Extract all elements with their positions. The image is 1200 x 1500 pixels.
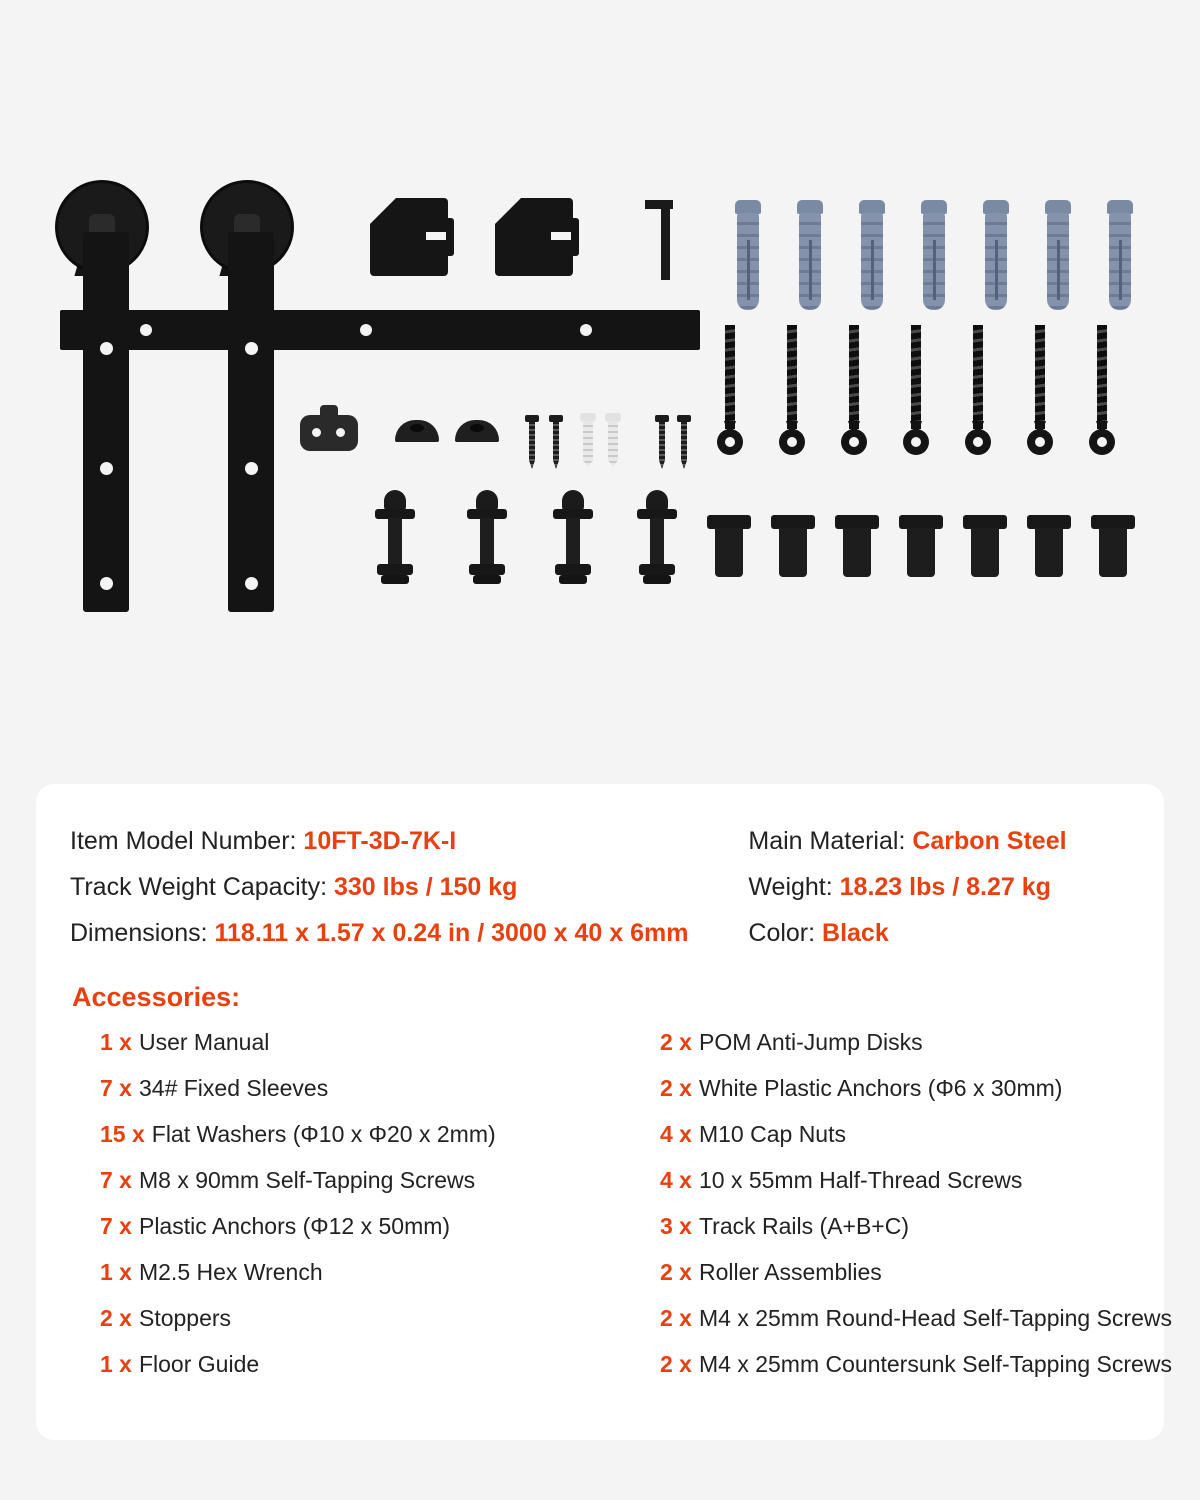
fixed-sleeve: [707, 515, 751, 577]
item-name: White Plastic Anchors (Φ6 x 30mm): [698, 1075, 1063, 1101]
track-rail: [60, 310, 700, 350]
item-name: Plastic Anchors (Φ12 x 50mm): [138, 1213, 451, 1239]
plastic-anchor: [859, 200, 885, 310]
item-name: M8 x 90mm Self-Tapping Screws: [138, 1167, 476, 1193]
fixed-sleeve: [835, 515, 879, 577]
item-name: Floor Guide: [138, 1351, 260, 1377]
anti-jump-disk: [455, 420, 499, 442]
spec-row-model: [70, 818, 748, 864]
spec-label: Track Weight Capacity:: [70, 873, 334, 901]
item-name: User Manual: [138, 1029, 270, 1055]
accessories-heading: Accessories:: [72, 982, 241, 1012]
spec-label: Color:: [748, 919, 823, 947]
spec-value: 330 lbs / 150 kg: [333, 873, 518, 901]
list-item: [630, 1249, 1130, 1295]
stopper: [370, 198, 448, 276]
list-item: [70, 1111, 600, 1157]
spec-row-weight: [748, 864, 1130, 910]
plastic-anchor: [735, 200, 761, 310]
lag-screw: [963, 325, 993, 465]
list-item: [630, 1065, 1130, 1111]
item-name: 10 x 55mm Half-Thread Screws: [698, 1167, 1023, 1193]
list-item: [70, 1341, 600, 1387]
item-qty: 2 x: [660, 1075, 692, 1101]
list-item: [630, 1157, 1130, 1203]
spec-value: 18.23 lbs / 8.27 kg: [839, 873, 1051, 901]
item-name: Roller Assemblies: [698, 1259, 882, 1285]
item-qty: 1 x: [100, 1351, 132, 1377]
accessories-column-right: [600, 1019, 1172, 1387]
spec-column-right: [748, 818, 1130, 956]
lag-screw: [839, 325, 869, 465]
list-item: [630, 1341, 1172, 1387]
item-qty: 2 x: [100, 1305, 132, 1331]
item-qty: 2 x: [660, 1259, 692, 1285]
anti-jump-disk: [395, 420, 439, 442]
parts-layout: [55, 160, 1155, 630]
spec-label: Weight:: [748, 873, 840, 901]
lag-screw: [901, 325, 931, 465]
list-item: [630, 1203, 1130, 1249]
fixed-sleeve: [771, 515, 815, 577]
spec-column-left: [70, 818, 748, 956]
spec-value: Black: [822, 919, 889, 947]
item-qty: 7 x: [100, 1167, 132, 1193]
spec-value: Carbon Steel: [912, 827, 1067, 855]
spec-card: [36, 784, 1172, 1440]
list-item: [630, 1295, 1172, 1341]
item-name: M10 Cap Nuts: [698, 1121, 846, 1147]
lag-screw: [777, 325, 807, 465]
plastic-anchor: [983, 200, 1009, 310]
list-item: [70, 1295, 600, 1341]
item-qty: 2 x: [660, 1305, 692, 1331]
item-name: Stoppers: [138, 1305, 232, 1331]
item-qty: 1 x: [100, 1259, 132, 1285]
item-qty: 7 x: [100, 1213, 132, 1239]
item-name: M4 x 25mm Countersunk Self-Tapping Screws: [698, 1351, 1172, 1377]
spec-row-color: [748, 910, 1130, 956]
list-item: [70, 1157, 600, 1203]
plastic-anchor: [1045, 200, 1071, 310]
item-name: 34# Fixed Sleeves: [138, 1075, 329, 1101]
item-qty: 2 x: [660, 1351, 692, 1377]
lag-screw: [715, 325, 745, 465]
item-name: M4 x 25mm Round-Head Self-Tapping Screws: [698, 1305, 1172, 1331]
item-name: POM Anti-Jump Disks: [698, 1029, 923, 1055]
spec-value: 10FT-3D-7K-I: [303, 827, 457, 855]
accessories-column-left: [70, 1019, 600, 1387]
spec-row-dimensions: [70, 910, 748, 956]
spec-row-capacity: [70, 864, 748, 910]
spec-row-material: [748, 818, 1130, 864]
fixed-sleeve: [963, 515, 1007, 577]
list-item: [630, 1111, 1130, 1157]
plastic-anchor: [797, 200, 823, 310]
item-qty: 4 x: [660, 1121, 692, 1147]
spec-label: Item Model Number:: [70, 827, 304, 855]
lag-screw: [1025, 325, 1055, 465]
item-name: Flat Washers (Φ10 x Φ20 x 2mm): [151, 1121, 496, 1147]
lag-screw: [1087, 325, 1117, 465]
stopper: [495, 198, 573, 276]
list-item: [70, 1203, 600, 1249]
item-qty: 3 x: [660, 1213, 692, 1239]
item-qty: 1 x: [100, 1029, 132, 1055]
list-item: [70, 1065, 600, 1111]
list-item: [630, 1019, 1130, 1065]
spec-value: 118.11 x 1.57 x 0.24 in / 3000 x 40 x 6mm: [214, 919, 689, 947]
item-qty: 2 x: [660, 1029, 692, 1055]
item-name: M2.5 Hex Wrench: [138, 1259, 323, 1285]
plastic-anchor: [1107, 200, 1133, 310]
accessories-list: [36, 1019, 1172, 1387]
spec-label: Dimensions:: [70, 919, 215, 947]
fixed-sleeve: [1027, 515, 1071, 577]
item-qty: 15 x: [100, 1121, 145, 1147]
item-name: Track Rails (A+B+C): [698, 1213, 910, 1239]
item-qty: 7 x: [100, 1075, 132, 1101]
spec-table: [36, 784, 1164, 956]
fixed-sleeve: [899, 515, 943, 577]
plastic-anchor: [921, 200, 947, 310]
spec-label: Main Material:: [748, 827, 913, 855]
fixed-sleeve: [1091, 515, 1135, 577]
list-item: [70, 1019, 600, 1065]
item-qty: 4 x: [660, 1167, 692, 1193]
list-item: [70, 1249, 600, 1295]
